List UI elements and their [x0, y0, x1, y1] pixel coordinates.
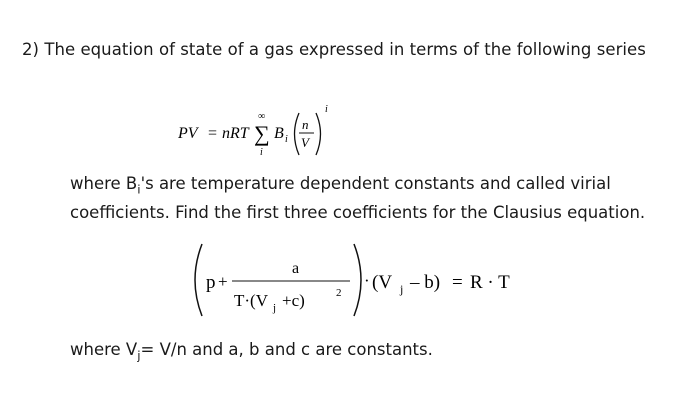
sum-symbol: ∑	[254, 121, 270, 146]
big-right-parenthesis	[354, 244, 361, 316]
virial-prefactor: nRT	[222, 125, 249, 142]
big-left-parenthesis	[195, 244, 202, 316]
clausius-denominator-power: 2	[336, 287, 342, 299]
left-parenthesis	[295, 113, 300, 155]
clausius-plus: +	[218, 272, 228, 291]
paragraph-constants	[70, 338, 433, 367]
clausius-denominator-prefix: T·(V	[234, 291, 268, 310]
clausius-equation-svg	[190, 240, 530, 322]
clausius-denominator-sub: j	[273, 302, 277, 314]
clausius-equals: =	[452, 272, 463, 293]
clausius-denominator-suffix: +c)	[282, 291, 305, 310]
problem-heading: 2) The equation of state of a gas expressed in terms of the following series	[22, 40, 646, 59]
paragraph-1-sub: i	[137, 182, 141, 197]
virial-equation-svg	[178, 100, 358, 160]
virial-exponent: i	[325, 104, 328, 115]
paragraph-2-prefix: where V	[70, 340, 138, 359]
clausius-equation	[190, 240, 530, 322]
clausius-rhs-factor-prefix: (V	[372, 272, 393, 293]
paragraph-2-suffix: = V/n and a, b and c are constants.	[140, 340, 433, 359]
paragraph-1-prefix: where B	[70, 174, 138, 193]
clausius-numerator: a	[292, 260, 300, 277]
paragraph-1-suffix: 's are temperature dependent constants and called virial	[140, 174, 611, 193]
clausius-rhs-factor-suffix: – b)	[410, 272, 441, 293]
clausius-rhs-factor-sub: j	[400, 282, 404, 296]
paragraph-1-line-2: coefficients. Find the first three coefficients for the Clausius equation.	[70, 203, 646, 223]
paragraph-2-sub: j	[137, 348, 141, 363]
sum-upper-limit: ∞	[258, 111, 266, 122]
clausius-rhs: R · T	[470, 272, 510, 293]
virial-coefficient: B	[274, 125, 284, 142]
virial-equals: =	[208, 125, 218, 142]
paragraph-virial-description	[70, 172, 645, 224]
virial-lhs: PV	[178, 125, 198, 142]
virial-coefficient-index: i	[285, 134, 288, 145]
clausius-p: p	[206, 272, 216, 293]
fraction-numerator: n	[302, 117, 309, 132]
paragraph-1-line-1	[70, 172, 645, 201]
right-parenthesis	[316, 113, 321, 155]
sum-lower-limit: i	[260, 147, 263, 158]
virial-equation	[178, 100, 358, 160]
clausius-dot: ·	[364, 271, 370, 290]
fraction-denominator: V	[301, 135, 309, 150]
